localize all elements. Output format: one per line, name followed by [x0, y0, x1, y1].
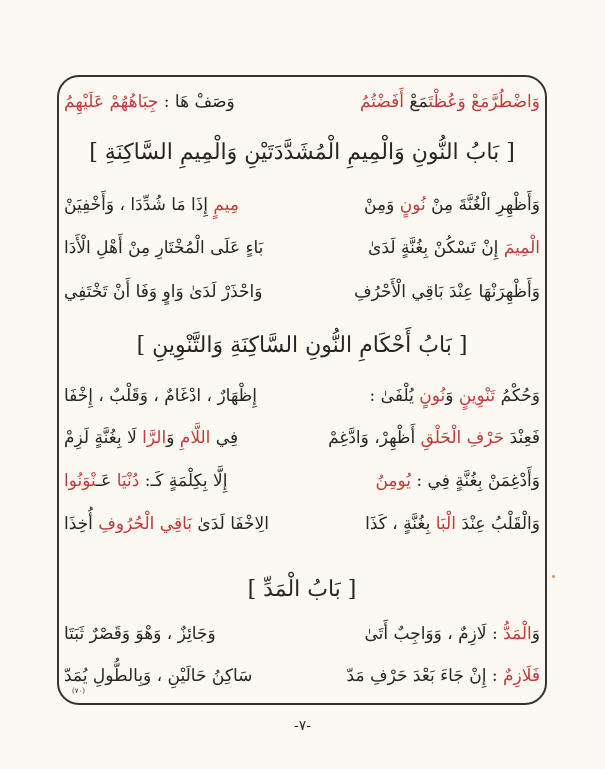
- verse-second-hemistich: [64, 624, 216, 644]
- verse-text: لَا بِغُنَّةٍ لَزِمْ: [64, 428, 143, 448]
- verse-text: وَ: [445, 386, 459, 406]
- highlighted-word: الرَّا: [142, 428, 167, 448]
- verse-line: [64, 624, 540, 644]
- verse-text: عَـ: [96, 471, 117, 491]
- highlighted-word: اللَّامِ: [179, 428, 211, 448]
- page-number: -٧-: [294, 718, 311, 734]
- highlighted-word: نُونٍ: [399, 195, 426, 215]
- highlighted-word: جِبَاهُهُمْ عَلَيْهِمُ: [64, 92, 159, 112]
- verse-text: بَاءٍ عَلَى الْمُخْتَارِ مِنْ أَهْلِ الْأَدَا: [64, 238, 264, 258]
- highlighted-word: الْبَا: [435, 514, 456, 534]
- verse-text: إِنْ تَسْكُنْ بِغُنَّةٍ لَدَىٰ: [368, 238, 504, 258]
- verse-text: فِي: [210, 428, 239, 448]
- verse-text: وَجَائِزٌ ، وَهْوَ وَقَصْرٌ ثَبَتَا: [64, 624, 216, 644]
- verse-text: إِذَا مَا شُدِّدَا ، وَأَخْفِيَنْ: [64, 195, 214, 215]
- verse-text: : إِنْ جَاءَ بَعْدَ حَرْفِ مَدّ: [346, 666, 503, 686]
- verse-second-hemistich: [64, 386, 257, 406]
- verse-line: [64, 92, 540, 112]
- verse-line: [64, 195, 540, 215]
- verse-text: وَحُكْمُ: [495, 386, 540, 406]
- verse-line: [64, 428, 540, 448]
- verse-first-hemistich: [328, 428, 540, 448]
- section-title: [ بَابُ الْمَدِّ ]: [247, 577, 357, 602]
- section-title: [ بَابُ النُّونِ وَالْمِيمِ الْمُشَدَّدَتَيْنِ وَالْمِيمِ السَّاكِنَةِ ]: [89, 140, 515, 165]
- verse-line: [64, 282, 540, 302]
- verse-first-hemistich: [364, 195, 540, 215]
- paper-speck: [552, 575, 555, 578]
- verse-second-hemistich: [64, 428, 238, 448]
- verse-text: وَاحْذَرْ لَدَىٰ وَاوٍ وَفَا أَنْ تَخْتَفِي: [64, 282, 263, 302]
- verse-text: الِاخْفَا لَدَىٰ: [192, 514, 269, 534]
- highlighted-word: نُونٍ: [419, 386, 446, 406]
- verse-second-hemistich: [64, 514, 269, 534]
- verse-text: وَأَظْهِرَنْهَا عِنْدَ بَاقِي الْأَحْرُفِ: [354, 282, 540, 302]
- verse-first-hemistich: [347, 666, 540, 686]
- verse-text: وَأَدْغِمَنْ بِغُنَّةٍ فِي :: [411, 471, 540, 491]
- verse-text: وَمِنْ: [364, 195, 400, 215]
- verse-second-hemistich: [64, 666, 252, 686]
- highlighted-word: مِيمٍ: [213, 195, 239, 215]
- verse-first-hemistich: [368, 238, 540, 258]
- verse-text: وَالْقَلْبُ عِنْدَ: [455, 514, 540, 534]
- verse-text: : لَازِمٌ ، وَوَاجِبٌ أَتَىٰ: [364, 624, 504, 644]
- verse-text: إِلَّا بِكِلْمَةٍ كَـ:: [139, 471, 228, 491]
- verse-text: وَصَفْ هَا :: [158, 92, 235, 112]
- verse-first-hemistich: [365, 514, 540, 534]
- highlighted-word: دُنْيَا: [116, 471, 140, 491]
- highlighted-word: فَلَازِمٌ: [502, 666, 540, 686]
- verse-text: وَ: [531, 624, 540, 644]
- verse-first-hemistich: [375, 471, 540, 491]
- verse-text: أَظْهِرْ، وَادَّغِمْ: [328, 428, 421, 448]
- verse-second-hemistich: [64, 92, 235, 112]
- verse-second-hemistich: [64, 471, 227, 491]
- highlighted-word: وَاضْطُرَّمَعْ وَعُظْتَ: [428, 92, 540, 112]
- verse-first-hemistich: [364, 624, 540, 644]
- footnote-mark: (٧٠): [72, 687, 85, 695]
- verse-text: وَ: [166, 428, 180, 448]
- verse-text: أُخِذَا: [64, 514, 99, 534]
- verse-text: وَأَظْهِرِ الْغُنَّةَ مِنْ: [425, 195, 540, 215]
- highlighted-word: الْمَدُّ: [503, 624, 532, 644]
- verse-text: فَعِنْدَ: [504, 428, 540, 448]
- verse-line: [64, 238, 540, 258]
- verse-text: سَاكِنُ حَالَيْنِ ، وَبِالطُّولِ يُمَدّ: [64, 666, 253, 686]
- highlighted-word: نْوَنُوا: [64, 471, 97, 491]
- section-title: [ بَابُ أَحْكَامِ النُّونِ السَّاكِنَةِ وَالتَّنْوِينِ ]: [136, 333, 468, 358]
- verse-line: [64, 514, 540, 534]
- highlighted-word: حَرْفِ الْحَلْقِ: [420, 428, 505, 448]
- highlighted-word: الْمِيمَ: [503, 238, 540, 258]
- verse-second-hemistich: [64, 195, 239, 215]
- verse-line: [64, 666, 540, 686]
- highlighted-word: يُومِنُ: [375, 471, 412, 491]
- highlighted-word: تَنْوِينٍ: [458, 386, 496, 406]
- highlighted-word: أَفَضْتُمُ: [359, 92, 405, 112]
- verse-first-hemistich: [360, 92, 540, 112]
- highlighted-word: بَاقِي الْحُرُوفِ: [98, 514, 192, 534]
- verse-first-hemistich: [354, 282, 540, 302]
- verse-text: مَعْ: [404, 92, 429, 112]
- verse-text: بِغُنَّةٍ ، كَذَا: [365, 514, 436, 534]
- verse-line: [64, 386, 540, 406]
- verse-second-hemistich: [64, 282, 262, 302]
- verse-text: إِظْهَارٌ ، ادْغَامٌ ، وَقَلْبٌ ، إِخْفَا: [64, 386, 257, 406]
- verse-second-hemistich: [64, 238, 263, 258]
- verse-first-hemistich: [370, 386, 540, 406]
- verse-line: [64, 471, 540, 491]
- verse-text: يُلْفَىٰ :: [369, 386, 420, 406]
